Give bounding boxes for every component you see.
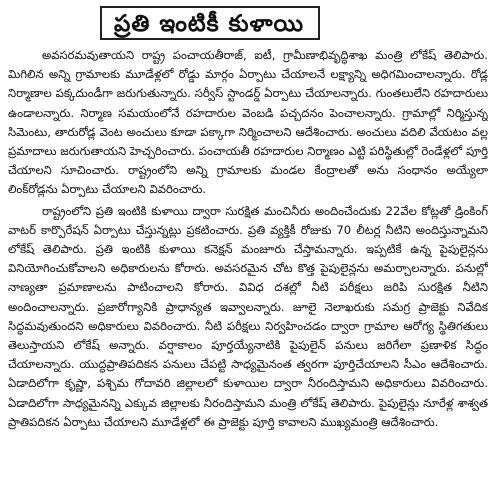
article-body — [8, 46, 488, 432]
headline: ప్రతి ఇంటికీ కుళాయి — [114, 11, 305, 37]
paragraph-1: అవసరమవుతాయని రాష్ట్ర పంచాయతీరాజ్, ఐటీ, గ్రామీణాభివృద్ధిశాఖ మంత్రి లోకేష్ తెలిపారు. మిగిలిన అన్ని గ్రామాలకు మూడేళ్లలో రోడ్డు మార్గం ఏర్పాటు చేయాలనే లక్ష్యాన్ని అధిగమించాలన్నారు. రోడ్ల నిర్మాణాల పక్కదుండీగా జరుగుతున్నారు. సర్వీస్ స్టాండర్డ్ ఏర్పాటు చేయాలన్నారు. గుంతలులేని రహదారులు ఉండాలన్నారు. నిర్మాణ సమయంలోనే రహదారుల వెంబడి పచ్చదనం పెంచాలన్నారు. గ్రామాల్లో నిర్మిస్తున్న సిమెంటు, తారురోడ్ల వెంట అంచులు కూడా పక్కాగా నిర్మించాలని ఆదేశించారు. అంచులు వదిలి వేయటం వల్ల ప్రమాదాలు జరుగుతాయని హెచ్చరించారు. పంచాయతీ రహదారుల నిర్మాణం ఎట్టి పరిస్థితుల్లో రెండేళ్లలో పూర్తి చేయాలని సూచించారు. రాష్ట్రంలోని అన్ని గ్రామాలకు మండల కేంద్రాలతో అను సంధానం అయ్యేలా లింక్‌రోడ్లను ఏర్పాటు చేయాలని వివరించారు. — [8, 48, 488, 197]
headline-box — [100, 6, 320, 40]
news-clipping — [8, 4, 488, 474]
paragraph-2: రాష్ట్రంలోని ప్రతి ఇంటికి కుళాయి ద్వారా సురక్షిత మంచినీరు అందించేందుకు 22వేల కోట్లతో డ్రింకింగ్ వాటర్ కార్పొరేషన్ ఏర్పాటు చేస్తున్నట్లు ప్రకటించారు. ప్రతి వ్యక్తికీ రోజుకు 70 లీటర్ల నీటిని అందిస్తున్నామని లోకేష్ తెలిపారు. ప్రతి ఇంటికి కుళాయి కనెక్షన్ మంజూరు చేస్తామన్నారు. ఇప్పటికే ఉన్న పైపులైన్లను వినియోగించుకోవాలని అధికారులను కోరారు. అవసరమైన చోట కొత్త పైపులైన్లను అమర్చాలన్నారు. పనుల్లో నాణ్యతా ప్రమాణాలను పాటించాలని కోరారు. వివిధ దశల్లో నీటి పరీక్షలు జరిపి సురక్షిత నీటిని అందించాలన్నారు. ప్రజారోగ్యానికి ప్రాధాన్యత ఇవ్వాలన్నారు. జూలై నెలాఖరుకు సమగ్ర ప్రాజెక్టు నివేదిక సిద్ధమవుతుందని అధికారులు వివరించారు. నీటి పరీక్షలు నిర్వహించడం ద్వారా గ్రామాల ఆరోగ్య స్థితిగతులు తెలుస్తాయని లోకేష్ అన్నారు. వర్షాకాలం పూర్తయ్యేనాటికి పైపులైన్ పనులు జరిగేలా ప్రణాళిక సిద్ధం చేయాలన్నారు. యుద్ధప్రాతిపదికన పనులు చేపట్టి సాధ్యమైనంత త్వరగా పూర్తిచేయాలని సీఎం ఆదేశించారు. ఏడాదిలోగా కృష్ణా, పశ్చిమ గోదావరి జిల్లాలలో కుళాయిల ద్వారా నీరందిస్తామని అధికారులు వివరించారు. ఏడాదిలోగా సాధ్యమైనన్ని ఎక్కువ జిల్లాలకు నీరందిస్తామని మంత్రి లోకేష్ తెలిపారు. పైపులైన్లు నూరేళ్ల శాశ్వత ప్రాతిపదికన ఏర్పాటు చేయాలని మూడేళ్లలో ఈ ప్రాజెక్టు పూర్తి కావాలని ముఖ్యమంత్రి ఆదేశించారు. — [8, 203, 488, 429]
